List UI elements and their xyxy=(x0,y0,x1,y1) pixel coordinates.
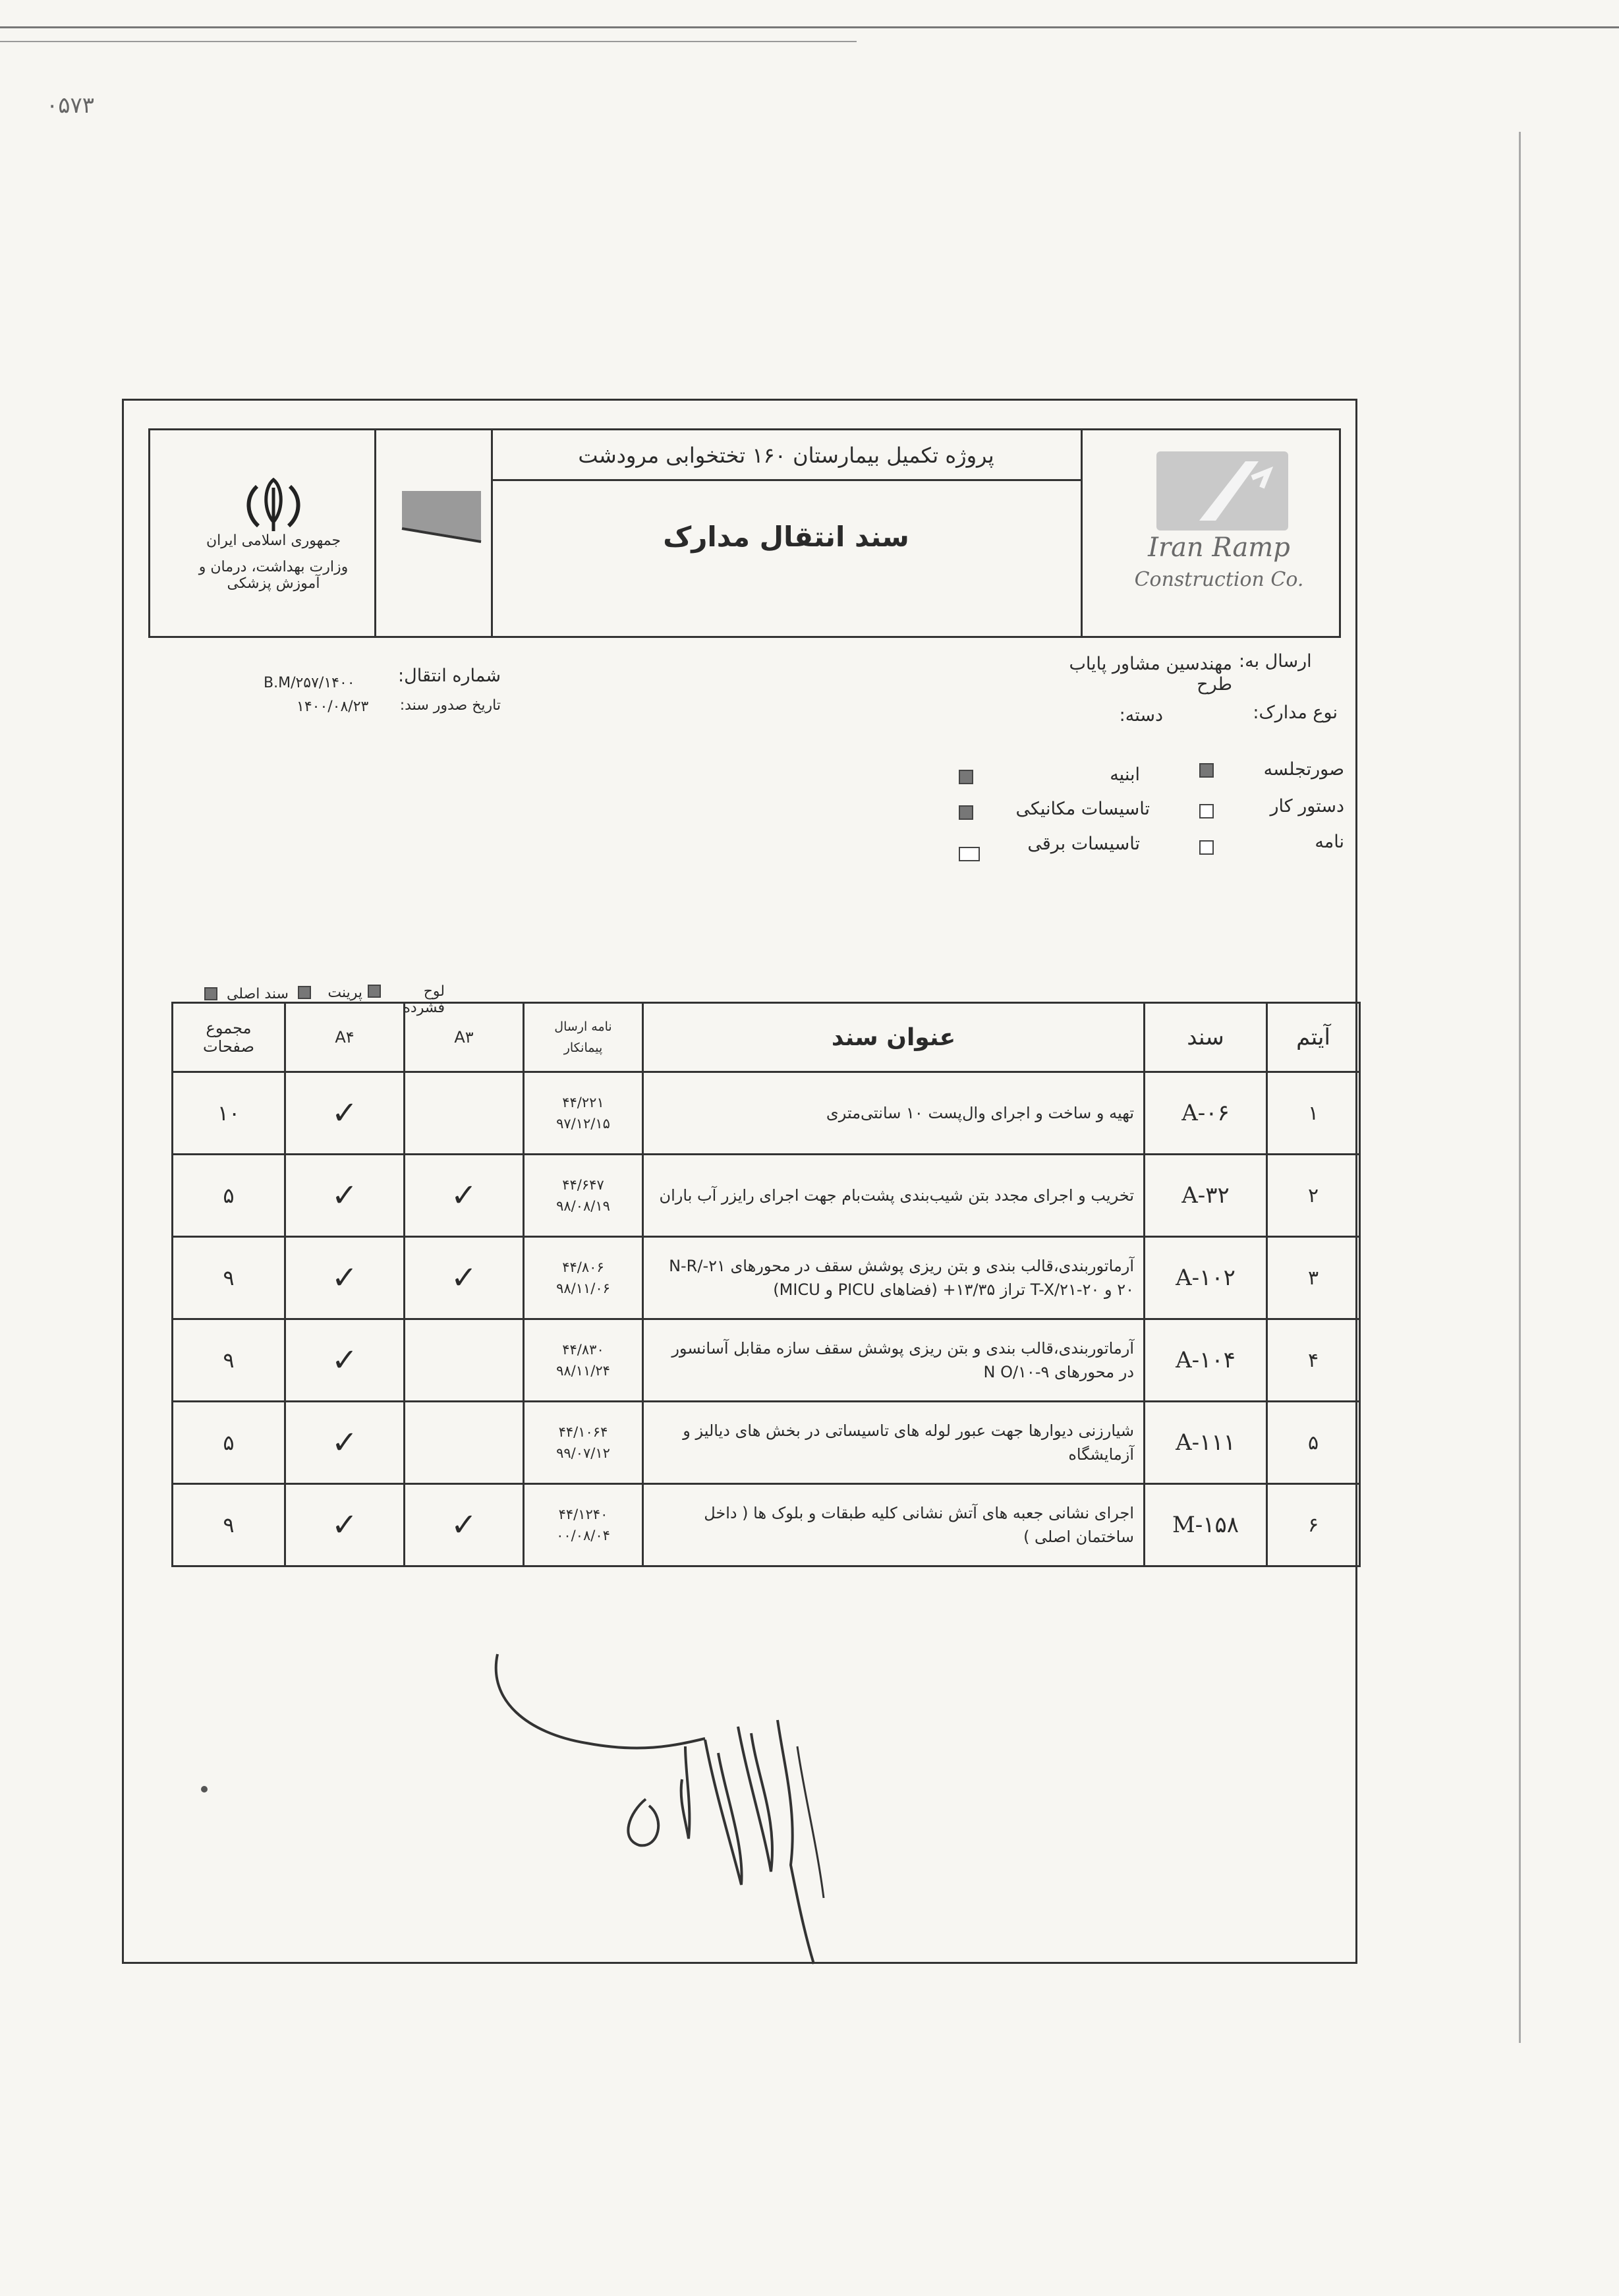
table-row xyxy=(173,1402,1360,1484)
row-a4-check: ✓ xyxy=(285,1484,405,1566)
row-a3-check: ✓ xyxy=(405,1484,524,1566)
row-a4-check: ✓ xyxy=(285,1072,405,1155)
legend-cd-label: لوح فشرده xyxy=(403,983,445,1016)
row-item-number: ۶ xyxy=(1267,1484,1360,1566)
emblem-caption: جمهوری اسلامی ایران xyxy=(206,532,341,549)
row-letter-number: ۴۴/۱۲۴۰ xyxy=(558,1507,608,1522)
row-title: اجرای نشانی جعبه های آتش نشانی کلیه طبقات و بلوک ها ( داخل ساختمان اصلی ) xyxy=(643,1484,1145,1566)
header-a3: A۳ xyxy=(405,1003,524,1072)
row-total-pages: ۵ xyxy=(173,1155,285,1237)
row-letter-date: ۹۸/۱۱/۰۶ xyxy=(556,1280,610,1296)
header-contractor-letter: نامه ارسال پیمانکار xyxy=(524,1003,643,1072)
send-to-value: مهندسین مشاور پایاب طرح xyxy=(1069,654,1232,695)
row-title: شیارزنی دیوارها جهت عبور لوله های تاسیساتی در بخش های دیالیز و آزمایشگاه xyxy=(643,1402,1145,1484)
row-title: تهیه و ساخت و اجرای وال‌پست ۱۰ سانتی‌متری xyxy=(643,1072,1145,1155)
doc-type-minutes-checkbox[interactable] xyxy=(1199,763,1214,778)
send-to-label: ارسال به: xyxy=(1239,651,1312,672)
header-item: آیتم xyxy=(1267,1003,1360,1072)
row-a4-check: ✓ xyxy=(285,1155,405,1237)
row-a3-check xyxy=(405,1319,524,1402)
row-a3-check xyxy=(405,1072,524,1155)
category-electrical-checkbox[interactable] xyxy=(959,847,980,861)
category-mechanical-label: تاسیسات مکانیکی xyxy=(1015,799,1150,819)
row-document-code: A-۳۲ xyxy=(1145,1155,1267,1237)
row-total-pages: ۹ xyxy=(173,1484,285,1566)
table-row xyxy=(173,1072,1360,1155)
company-name: Iran Ramp xyxy=(1148,532,1290,563)
row-a3-check: ✓ xyxy=(405,1155,524,1237)
row-item-number: ۳ xyxy=(1267,1237,1360,1319)
iran-ramp-logo-icon xyxy=(1153,448,1292,534)
header-divider xyxy=(1081,428,1083,638)
legend-original-swatch xyxy=(204,987,217,1000)
header-a4: A۴ xyxy=(285,1003,405,1072)
row-a4-check: ✓ xyxy=(285,1237,405,1319)
row-letter-date: ۹۸/۱۱/۲۴ xyxy=(556,1363,610,1379)
legend-print-label: پرینت xyxy=(327,985,362,1001)
row-letter xyxy=(524,1072,643,1155)
row-a3-check xyxy=(405,1402,524,1484)
category-label: دسته: xyxy=(1119,705,1163,726)
row-document-code: M-۱۵۸ xyxy=(1145,1484,1267,1566)
row-total-pages: ۱۰ xyxy=(173,1072,285,1155)
legend-original-label: سند اصلی xyxy=(226,986,289,1002)
row-letter-date: ۹۹/۰۷/۱۲ xyxy=(556,1445,610,1461)
row-item-number: ۲ xyxy=(1267,1155,1360,1237)
row-document-code: A-۱۰۲ xyxy=(1145,1237,1267,1319)
row-a3-check: ✓ xyxy=(405,1237,524,1319)
row-letter xyxy=(524,1155,643,1237)
header-document: سند xyxy=(1145,1003,1267,1072)
doc-type-work-order-checkbox[interactable] xyxy=(1199,804,1214,818)
header-document-title: عنوان سند xyxy=(643,1003,1145,1072)
row-letter-date: ۰۰/۰۸/۰۴ xyxy=(556,1528,610,1543)
row-letter-date: ۹۸/۰۸/۱۹ xyxy=(556,1198,610,1214)
project-title: پروژه تکمیل بیمارستان ۱۶۰ تختخوابی مرودشت xyxy=(578,443,994,468)
row-letter xyxy=(524,1484,643,1566)
table-row xyxy=(173,1237,1360,1319)
document-title: سند انتقال مدارک xyxy=(663,521,909,553)
legend-cd-swatch xyxy=(368,985,381,998)
row-title: تخریب و اجرای مجدد بتن شیب‌بندی پشت‌بام جهت اجرای رایزر آب باران xyxy=(643,1155,1145,1237)
ministry-caption: وزارت بهداشت، درمان و آموزش پزشکی xyxy=(198,559,349,592)
row-document-code: A-۱۱۱ xyxy=(1145,1402,1267,1484)
row-letter-date: ۹۷/۱۲/۱۵ xyxy=(556,1116,610,1132)
row-document-code: A-۰۶ xyxy=(1145,1072,1267,1155)
row-a4-check: ✓ xyxy=(285,1402,405,1484)
row-letter xyxy=(524,1402,643,1484)
row-letter-number: ۴۴/۲۲۱ xyxy=(562,1095,604,1110)
row-title: آرماتوربندی،قالب بندی و بتن ریزی پوشش سقف در محورهای ۲۱-N-R/۲۰ و T-X/۲۱-۲۰ تراز ۱۳/۳۵+ (فضاهای PICU و MICU) xyxy=(643,1237,1145,1319)
header-divider xyxy=(374,428,376,638)
doc-type-work-order-label: دستور کار xyxy=(1270,796,1344,817)
category-mechanical-checkbox[interactable] xyxy=(959,805,973,820)
row-total-pages: ۹ xyxy=(173,1319,285,1402)
row-letter xyxy=(524,1237,643,1319)
consultant-logo-icon xyxy=(399,488,484,554)
scan-border-line xyxy=(0,26,1619,28)
transfer-number-label: شماره انتقال: xyxy=(398,666,501,686)
header-divider xyxy=(491,479,1081,481)
table-row xyxy=(173,1155,1360,1237)
row-letter-number: ۴۴/۶۴۷ xyxy=(562,1177,604,1193)
transfer-number-value: B.M/۲۵۷/۱۴۰۰ xyxy=(264,675,355,691)
table-row xyxy=(173,1484,1360,1566)
row-letter-number: ۴۴/۱۰۶۴ xyxy=(558,1424,608,1440)
iran-emblem-icon xyxy=(237,474,310,534)
row-item-number: ۴ xyxy=(1267,1319,1360,1402)
scan-border-line xyxy=(0,41,857,42)
header-total-pages: مجموع صفحات xyxy=(173,1003,285,1072)
issue-date-label: تاریخ صدور سند: xyxy=(399,697,501,714)
row-item-number: ۵ xyxy=(1267,1402,1360,1484)
row-document-code: A-۱۰۴ xyxy=(1145,1319,1267,1402)
row-letter xyxy=(524,1319,643,1402)
legend-print-swatch xyxy=(298,986,311,999)
handwritten-signature xyxy=(488,1648,857,1977)
company-subtitle: Construction Co. xyxy=(1134,568,1304,591)
row-total-pages: ۹ xyxy=(173,1237,285,1319)
category-building-checkbox[interactable] xyxy=(959,770,973,784)
category-electrical-label: تاسیسات برقی xyxy=(1027,834,1140,854)
row-letter-number: ۴۴/۸۳۰ xyxy=(562,1342,604,1358)
row-letter-number: ۴۴/۸۰۶ xyxy=(562,1259,604,1275)
table-header-row xyxy=(173,1003,1360,1072)
issue-date-value: ۱۴۰۰/۰۸/۲۳ xyxy=(297,699,369,715)
doc-type-minutes-label: صورتجلسه xyxy=(1263,759,1344,780)
documents-table xyxy=(171,1002,1361,1567)
scan-edge-line xyxy=(1519,132,1521,2043)
row-item-number: ۱ xyxy=(1267,1072,1360,1155)
doc-type-letter-label: نامه xyxy=(1315,832,1344,852)
document-type-label: نوع مدارک: xyxy=(1253,703,1338,723)
row-total-pages: ۵ xyxy=(173,1402,285,1484)
doc-type-letter-checkbox[interactable] xyxy=(1199,840,1214,855)
row-title: آرماتوربندی،قالب بندی و بتن ریزی پوشش سقف سازه مقابل آسانسور در محورهای N O/۱۰-۹ xyxy=(643,1319,1145,1402)
row-a4-check: ✓ xyxy=(285,1319,405,1402)
handwritten-mark: ۰۵۷۳ xyxy=(46,92,95,119)
table-row xyxy=(173,1319,1360,1402)
category-building-label: ابنیه xyxy=(1110,764,1140,785)
